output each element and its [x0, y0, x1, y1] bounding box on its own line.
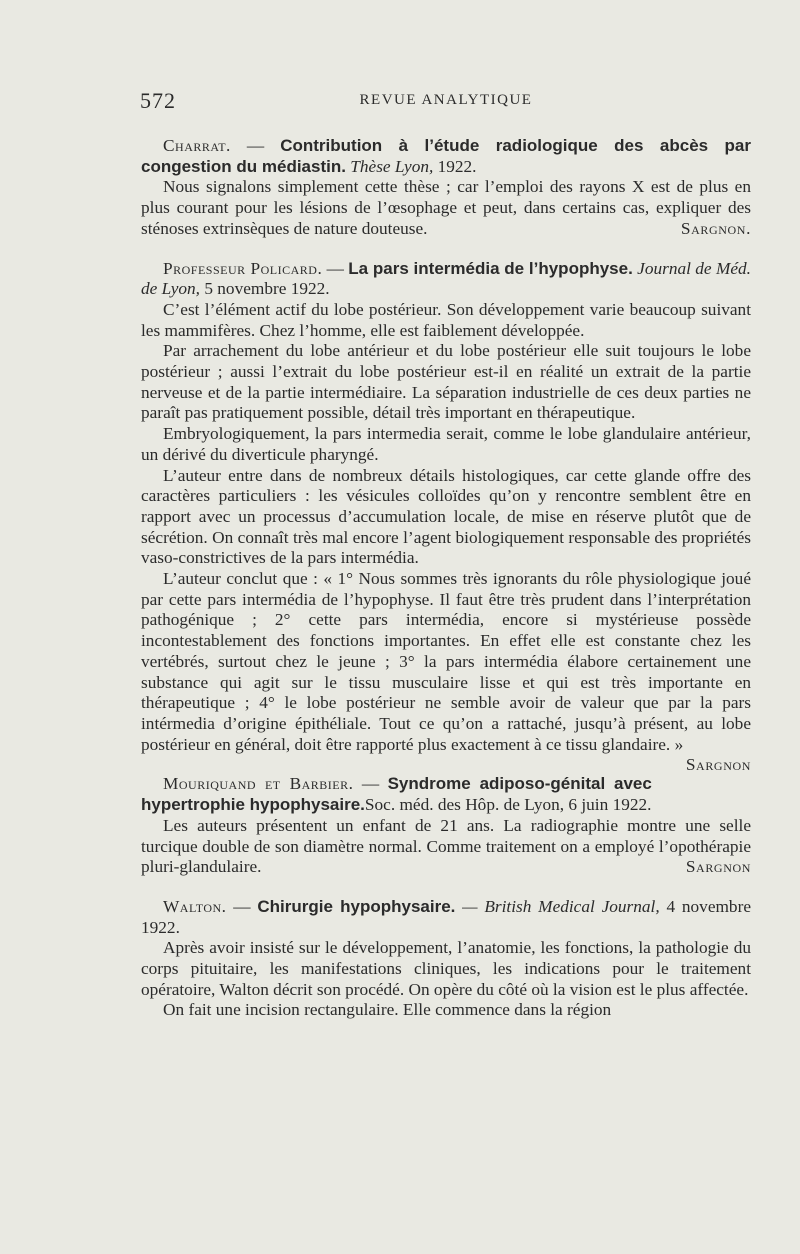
review-entry [141, 136, 751, 240]
entry-paragraph: Nous signalons simplement cette thèse ; car l’emploi des rayons X est de plus en plus courant pour les lésions de l’œsophage et peut, dans certains cas, expliquer des sténoses extrinsèques de nature douteuse. Sargnon. [141, 177, 751, 238]
entry-reference [141, 897, 751, 938]
entry-reference [141, 259, 751, 300]
review-entry [141, 774, 751, 878]
entry-signature: Sargnon [685, 857, 751, 877]
entry-date: 4 novembre 1922. [141, 896, 751, 937]
entry-source: — British Medical Journal, [455, 896, 660, 916]
article-content [141, 136, 751, 1040]
page-header [140, 88, 752, 118]
entry-title: Chirurgie hypophysaire. [257, 896, 456, 916]
entry-paragraph: L’auteur entre dans de nombreux détails histologiques, car cette glande offre des caractères particuliers : les vésicules colloïdes qu’on y rencontre semblent être en rapport avec un processus d’accumulation locale, de mise en réserve plutôt que de sécrétion. On connaît très mal encore l’agent biologiquement responsable des propriétés vaso-constrictives de la pars intermédia. [141, 465, 751, 568]
entry-paragraph: L’auteur conclut que : « 1° Nous sommes très ignorants du rôle physiologique joué par cette pars intermédia de l’hypophyse. Il faut être très prudent dans l’interprétation pathogénique ; 2° cette pars intermédia, encore si mystérieuse possède incontestablement des fonctions importantes. En effet elle est constante chez les vertébrés, surtout chez le jeune ; 3° la pars intermédia élabore certainement une substance qui agit sur le tissu musculaire lisse et qui est très importante en thérapeutique ; 4° le lobe postérieur ne semble avoir de valeur que par la pars intérmedia d’origine épithéliale. Tout ce qu’on a rattaché, jusqu’à présent, au lobe postérieur en général, doit être rapporté plus exactement à ce tissu glandaire. » Sargnon [141, 569, 751, 775]
entry-author: Mouriquand et Barbier. [163, 774, 354, 794]
entry-paragraph: Embryologiquement, la pars intermedia serait, comme le lobe glandulaire antérieur, un dérivé du diverticule pharyngé. [141, 424, 751, 464]
entry-body [141, 299, 751, 775]
entry-body [141, 177, 751, 239]
entry-source: Journal de Méd. de Lyon, [141, 258, 751, 299]
entry-dash: — [230, 136, 281, 155]
entry-title: Contribution à l’étude radiologique des abcès par congestion du médiastin. [141, 136, 752, 176]
review-entry [141, 258, 751, 775]
entry-body [141, 938, 751, 1021]
entry-title: La pars intermédia de l’hypophyse. [348, 258, 633, 278]
entry-dash: — [226, 896, 258, 916]
entry-paragraph: C’est l’élément actif du lobe postérieur. Son développement varie beaucoup suivant les mammifères. Chez l’homme, elle est faiblement développée. [141, 299, 751, 340]
entry-dash: — [322, 258, 349, 278]
entry-signature: Sargnon [685, 755, 751, 775]
review-entry [141, 897, 751, 1021]
entry-date: Soc. méd. des Hôp. de Lyon, 6 juin 1922. [364, 795, 652, 815]
page-number: 572 [140, 88, 176, 113]
entry-title: Syndrome adiposo-génital avec hypertrophie hypophysaire. [141, 774, 652, 815]
entry-signature: Sargnon. [680, 218, 751, 238]
entry-paragraph: On fait une incision rectangulaire. Elle commence dans la région [163, 1000, 612, 1020]
entry-paragraph: Après avoir insisté sur le développement, l’anatomie, les fonctions, la pathologie du corps pituitaire, les manifestations cliniques, les indications pour le traitement opératoire, Walton décrit son procédé. On opère du côté où la vision est le plus affectée. [141, 938, 751, 999]
entry-date: 5 novembre 1922. [200, 279, 330, 299]
entry-source: Thèse Lyon, [345, 156, 434, 176]
entry-date: 1922. [433, 156, 477, 176]
entry-paragraph: Par arrachement du lobe antérieur et du lobe postérieur elle suit toujours le lobe postérieur ; aussi l’extrait du lobe postérieur est-il en réalité un extrait de la partie nerveuse et de la partie intermédiaire. La séparation industrielle de ces deux parties ne paraît pas pratiquement possible, détail très important en thérapeutique. [141, 341, 751, 423]
entry-body [141, 816, 751, 878]
entry-reference [141, 136, 751, 177]
entry-dash: — [353, 774, 388, 794]
entry-author: Walton. [163, 896, 227, 916]
entry-author: Charrat. [163, 136, 231, 155]
running-title: REVUE ANALYTIQUE [359, 92, 533, 108]
entry-author: Professeur Policard. [163, 258, 323, 278]
entry-reference [141, 774, 751, 815]
entry-paragraph: Les auteurs présentent un enfant de 21 ans. La radiographie montre une selle turcique double de son diamètre normal. Comme traitement on a employé l’opothérapie pluri-glandulaire. Sargnon [141, 815, 751, 877]
